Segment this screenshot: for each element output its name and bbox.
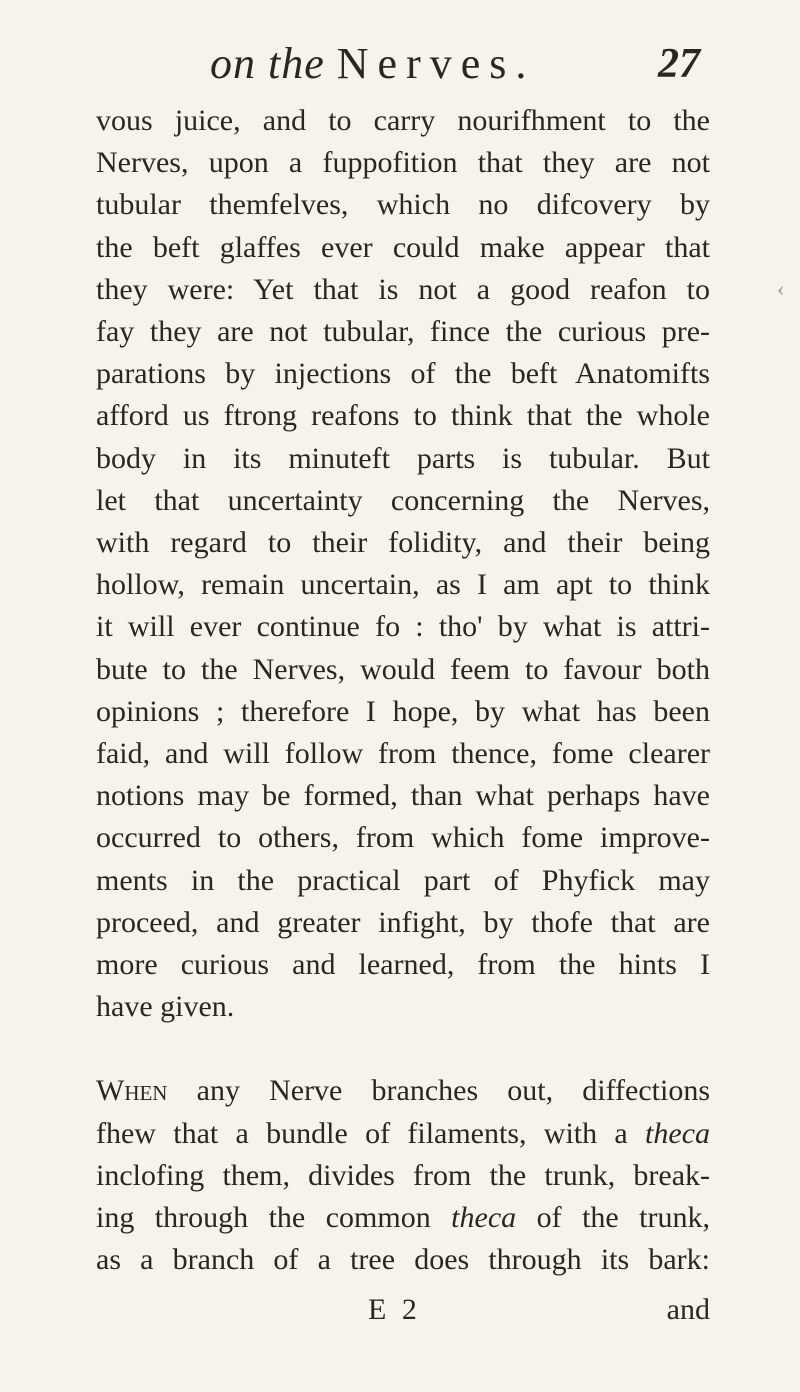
text-line: bute to the Nerves, would feem to favour both [96, 652, 710, 686]
small-caps-lead: When [96, 1074, 168, 1108]
running-title-prefix: on the [210, 39, 325, 88]
text-line: tubular themfelves, which no difcovery by [96, 188, 710, 222]
text-line: body in its minuteft parts is tubular. But [96, 441, 710, 475]
text-line: let that uncertainty concerning the Nerves, [96, 483, 710, 517]
text-line: opinions ; therefore I hope, by what has been [96, 694, 710, 728]
signature-mark: E 2 [368, 1293, 421, 1326]
line-text: ing through the common [96, 1201, 452, 1235]
text-line: they were: Yet that is not a good reafon to [96, 272, 710, 306]
body-text [96, 100, 710, 1281]
page-footer [96, 1293, 710, 1335]
line-text: fhew that a bundle of filaments, with a [96, 1116, 628, 1150]
margin-mark: ‹ [777, 276, 785, 301]
text-line: fay they are not tubular, fince the curious pre- [96, 315, 710, 349]
line-text: any Nerve branches out, diffections [167, 1074, 710, 1108]
paragraph-gap [96, 1028, 710, 1070]
text-line: with regard to their folidity, and their being [96, 526, 710, 560]
text-line: faid, and will follow from thence, fome clearer [96, 737, 710, 771]
text-line: more curious and learned, from the hints I [96, 948, 710, 982]
text-line: occurred to others, from which fome improve- [96, 821, 710, 855]
text-line: notions may be formed, than what perhaps have [96, 779, 710, 813]
text-line: it will ever continue fo : tho' by what is attri- [96, 610, 710, 644]
text-line [96, 1070, 710, 1112]
italic-term: theca [645, 1116, 711, 1150]
text-line: vous juice, and to carry nourifhment to the [96, 104, 710, 137]
paragraph-2 [96, 1070, 710, 1281]
line-text: of the trunk, [516, 1201, 711, 1235]
text-line: Nerves, upon a fuppofition that they are not [96, 146, 710, 180]
text-line: parations by injections of the beft Anatomifts [96, 357, 710, 391]
text-line [96, 1197, 710, 1239]
text-line: the beft glaffes ever could make appear that [96, 230, 710, 264]
text-line: ments in the practical part of Phyfick may [96, 863, 710, 897]
text-line [96, 1113, 710, 1155]
text-line: proceed, and greater infight, by thofe that are [96, 905, 710, 939]
text-line: have given. [96, 990, 235, 1024]
catchword: and [666, 1293, 710, 1326]
text-line: afford us ftrong reafons to think that the whole [96, 399, 710, 433]
page-number: 27 [658, 41, 700, 87]
italic-term: theca [451, 1201, 517, 1235]
text-line: hollow, remain uncertain, as I am apt to think [96, 568, 710, 602]
paragraph-1 [96, 100, 710, 1028]
running-head [0, 38, 800, 98]
running-title [210, 38, 535, 89]
text-line: as a branch of a tree does through its bark: [96, 1243, 710, 1277]
running-title-caps: Nerves. [336, 39, 536, 88]
text-line: inclofing them, divides from the trunk, break- [96, 1158, 710, 1192]
